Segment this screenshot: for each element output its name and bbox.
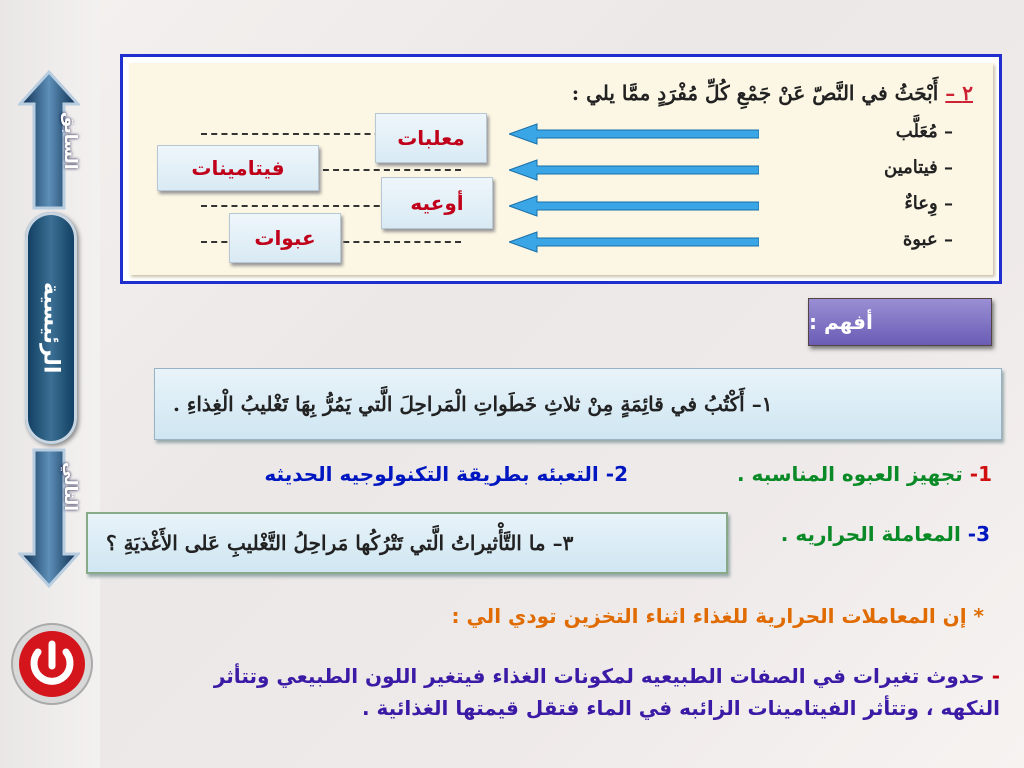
- question-1: ١– أَكْتُبُ في قائِمَةٍ مِنْ ثلاثِ خَطَواتِ الْمَراحِلَ الَّتي يَمُرُّ بِهَا تَغْليبُ الْغِذاءِ .: [154, 368, 1002, 440]
- left-arrow-icon: [509, 231, 759, 253]
- step-1: [737, 462, 992, 486]
- note-text: * إن المعاملات الحرارية للغذاء اثناء التخزين تودي الي :: [451, 604, 984, 628]
- left-arrow-icon: [509, 195, 759, 217]
- power-icon: [8, 620, 96, 708]
- answer-paragraph: [180, 660, 1000, 724]
- step-1-number: 1-: [969, 462, 992, 486]
- exit-button[interactable]: [8, 620, 96, 708]
- answer-box[interactable]: أوعيه: [381, 177, 493, 229]
- home-label: الرئيسية: [38, 282, 64, 374]
- exercise-instruction: أَبْحَثُ في النَّصّ عَنْ جَمْعِ كُلِّ مُفْرَدٍ ممَّا يلي :: [571, 81, 939, 105]
- answer-box[interactable]: عبوات: [229, 213, 341, 263]
- word-item: – وِعاءٌ: [904, 193, 953, 214]
- paragraph-dash: -: [991, 664, 1000, 688]
- word-item: – مُعَلَّب: [895, 121, 953, 142]
- dotted-line: [201, 133, 391, 135]
- afham-heading: أفهم :: [808, 298, 992, 346]
- answer-box[interactable]: معلبات: [375, 113, 487, 163]
- step-3-number: 3-: [967, 522, 990, 546]
- step-1-text: تجهيز العبوه المناسبه .: [737, 462, 963, 486]
- exercise-panel: [129, 63, 993, 275]
- step-3: [781, 522, 990, 546]
- answer-box[interactable]: فيتامينات: [157, 145, 319, 191]
- paragraph-text: حدوث تغيرات في الصفات الطبيعيه لمكونات الغذاء فيتغير اللون الطبيعي وتتأثر النكهه ، وتتأثر الفيتامينات الزائبه في الماء فتقل قيمتها الغذائية .: [213, 664, 1000, 720]
- home-button[interactable]: [25, 212, 77, 444]
- left-arrow-icon: [509, 123, 759, 145]
- left-arrow-icon: [509, 159, 759, 181]
- step-2-number: 2-: [605, 462, 628, 486]
- previous-button[interactable]: [18, 70, 80, 210]
- previous-label: السابق: [60, 112, 80, 170]
- question-3: ٣– ما التَّأْثيراتُ الَّتي تَتْرُكُها مَراحِلُ التَّغْليبِ عَلى الأَغْذيَةِ ؟: [86, 512, 728, 574]
- step-2: [264, 462, 628, 486]
- exercise-box: [120, 54, 1002, 284]
- next-button[interactable]: [18, 448, 80, 588]
- exercise-number: ٢ –: [945, 81, 973, 105]
- word-item: – فيتامين: [884, 157, 953, 178]
- exercise-title: [572, 81, 973, 105]
- word-item: – عبوة: [902, 229, 953, 250]
- next-label: التالي: [60, 462, 80, 512]
- step-2-text: التعبئه بطريقة التكنولوجيه الحديثه: [264, 462, 599, 486]
- step-3-text: المعاملة الحراريه .: [780, 522, 961, 546]
